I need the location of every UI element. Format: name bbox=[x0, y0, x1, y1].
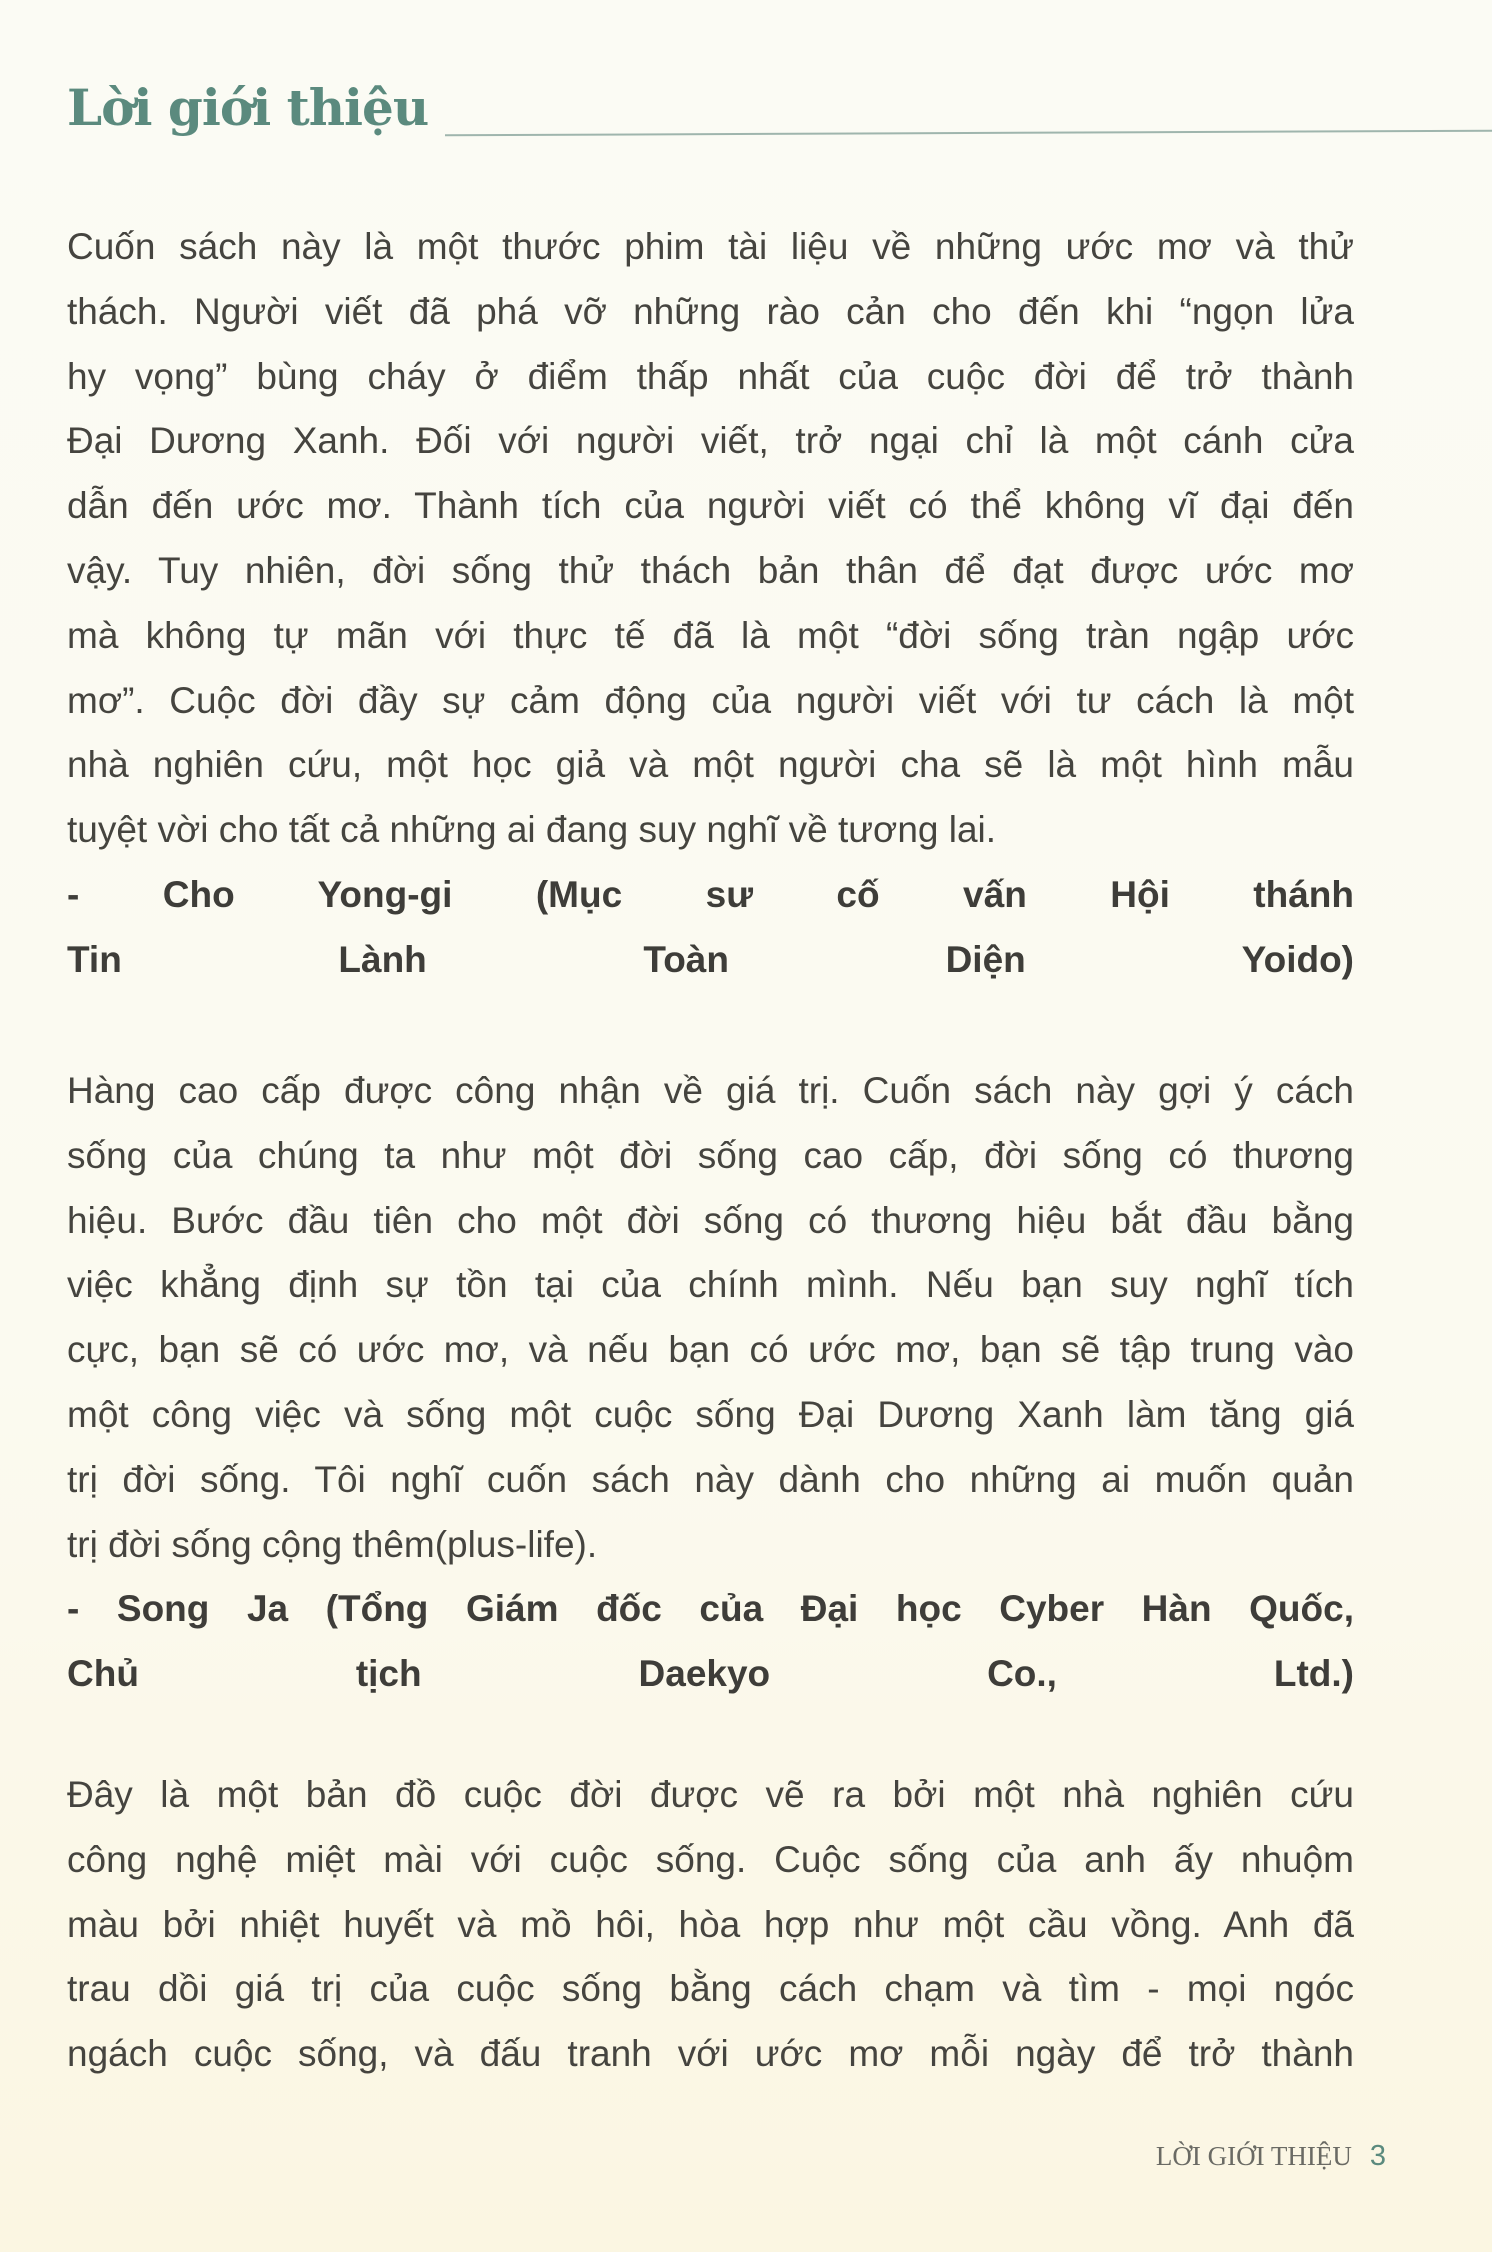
text-line: nhà nghiên cứu, một học giả và một người cha sẽ là một hình mẫu bbox=[67, 744, 1354, 786]
running-footer bbox=[1156, 2140, 1386, 2173]
text-line: trị đời sống. Tôi nghĩ cuốn sách này dành cho những ai muốn quản bbox=[67, 1458, 1354, 1500]
page-title: Lời giới thiệu bbox=[67, 78, 429, 137]
text-line: màu bởi nhiệt huyết và mồ hôi, hòa hợp như một cầu vồng. Anh đã bbox=[67, 1903, 1354, 1945]
text-line: mơ”. Cuộc đời đầy sự cảm động của người viết với tư cách là một bbox=[67, 679, 1354, 721]
text-line: hiệu. Bước đầu tiên cho một đời sống có thương hiệu bắt đầu bằng bbox=[67, 1199, 1354, 1241]
attribution-line: Tin Lành Toàn Diện Yoido) bbox=[67, 938, 1354, 980]
title-rule bbox=[445, 130, 1492, 137]
text-line: thách. Người viết đã phá vỡ những rào cản cho đến khi “ngọn lửa bbox=[67, 290, 1354, 332]
footer-section-title: LỜI GIỚI THIỆU bbox=[1155, 2141, 1352, 2171]
text-line: một công việc và sống một cuộc sống Đại Dương Xanh làm tăng giá bbox=[67, 1393, 1354, 1435]
paragraph-3 bbox=[67, 1763, 1354, 2087]
attribution-line: - Cho Yong-gi (Mục sư cố vấn Hội thánh bbox=[67, 873, 1354, 915]
text-line: Đây là một bản đồ cuộc đời được vẽ ra bởi một nhà nghiên cứu bbox=[67, 1774, 1354, 1815]
text-line: ngách cuộc sống, và đấu tranh với ước mơ mỗi ngày để trở thành bbox=[67, 2033, 1354, 2075]
text-line: trị đời sống cộng thêm(plus-life). bbox=[67, 1523, 598, 1565]
page-number: 3 bbox=[1369, 2140, 1386, 2172]
text-line: hy vọng” bùng cháy ở điểm thấp nhất của cuộc đời để trở thành bbox=[67, 355, 1354, 397]
paragraph-2 bbox=[67, 1059, 1354, 1707]
text-line: vậy. Tuy nhiên, đời sống thử thách bản thân để đạt được ước mơ bbox=[67, 549, 1354, 591]
text-line: Đại Dương Xanh. Đối với người viết, trở ngại chỉ là một cánh cửa bbox=[67, 420, 1354, 462]
text-line: sống của chúng ta như một đời sống cao cấp, đời sống có thương bbox=[67, 1134, 1354, 1176]
text-line: dẫn đến ước mơ. Thành tích của người viết có thể không vĩ đại đến bbox=[67, 485, 1354, 527]
text-line: Cuốn sách này là một thước phim tài liệu về những ước mơ và thử bbox=[67, 226, 1354, 267]
text-line: tuyệt vời cho tất cả những ai đang suy nghĩ về tương lai. bbox=[67, 809, 997, 851]
text-line: việc khẳng định sự tồn tại của chính mình. Nếu bạn suy nghĩ tích bbox=[67, 1264, 1354, 1306]
paragraph-1 bbox=[67, 215, 1354, 993]
text-line: Hàng cao cấp được công nhận về giá trị. Cuốn sách này gợi ý cách bbox=[67, 1070, 1354, 1111]
text-line: công nghệ miệt mài với cuộc sống. Cuộc sống của anh ấy nhuộm bbox=[67, 1838, 1354, 1880]
attribution-line: - Song Ja (Tổng Giám đốc của Đại học Cyber Hàn Quốc, bbox=[67, 1588, 1354, 1630]
text-line: mà không tự mãn với thực tế đã là một “đời sống tràn ngập ước bbox=[67, 614, 1354, 656]
text-line: cực, bạn sẽ có ước mơ, và nếu bạn có ước mơ, bạn sẽ tập trung vào bbox=[67, 1329, 1354, 1371]
attribution-line: Chủ tịch Daekyo Co., Ltd.) bbox=[67, 1653, 1354, 1695]
text-line: trau dồi giá trị của cuộc sống bằng cách chạm và tìm - mọi ngóc bbox=[67, 1968, 1354, 2010]
